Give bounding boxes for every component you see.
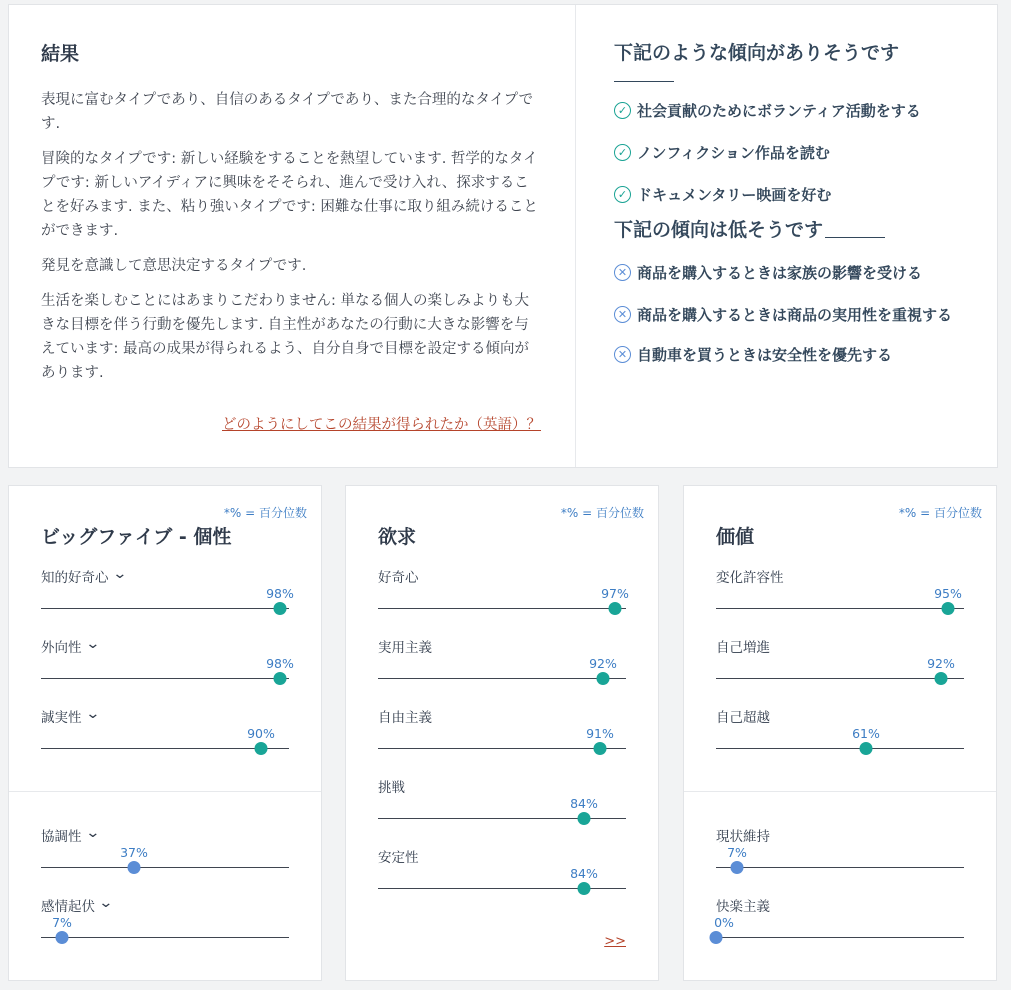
trait-percentile: 7% (727, 845, 747, 860)
chevron-down-icon[interactable]: ⌄ (84, 636, 100, 652)
check-circle-icon: ✓ (614, 186, 631, 203)
x-circle-icon: ✕ (614, 306, 631, 323)
results-paragraph: 表現に富むタイプであり、自信のあるタイプであり、また合理的なタイプです. (41, 92, 534, 132)
chevron-down-icon[interactable]: ⌄ (111, 566, 127, 582)
trait-track (41, 937, 289, 938)
trait-marker (578, 882, 591, 895)
trait-marker (274, 602, 287, 615)
trait-row (716, 895, 964, 955)
trait-marker (710, 931, 723, 944)
trait-track (716, 867, 964, 868)
tendencies-panel (576, 5, 997, 467)
trait-label[interactable] (41, 706, 98, 726)
trait-row (378, 566, 629, 626)
percentile-note: *% = 百分位数 (898, 506, 982, 520)
title-underline (614, 81, 674, 82)
unlikely-item-label: 自動車を買うときは安全性を優先する (637, 346, 893, 364)
results-panel (9, 5, 576, 467)
unlikely-tendencies-title (614, 216, 973, 244)
trait-percentile: 92% (589, 656, 617, 671)
trait-percentile: 91% (586, 726, 614, 741)
unlikely-item-label: 商品を購入するときは商品の実用性を重視する (637, 306, 953, 324)
trait-track (41, 608, 289, 609)
trait-marker (255, 742, 268, 755)
trait-row (716, 706, 964, 766)
trait-percentile: 7% (52, 915, 72, 930)
trait-label-text: 変化許容性 (716, 570, 784, 586)
trait-label[interactable] (41, 636, 98, 656)
trait-label-text: 協調性 (41, 829, 82, 845)
trait-row (41, 566, 294, 626)
needs-card (345, 485, 659, 981)
trait-row (716, 636, 964, 696)
x-circle-icon: ✕ (614, 264, 631, 281)
trait-row (378, 846, 626, 906)
trait-percentile: 84% (570, 796, 598, 811)
unlikely-item-label: 商品を購入するときは家族の影響を受ける (637, 264, 923, 282)
trait-marker (128, 861, 141, 874)
likely-item-label: ノンフィクション作品を読む (637, 144, 830, 162)
trait-row (41, 636, 294, 696)
unlikely-item (614, 302, 973, 328)
values-title: 価値 (716, 526, 755, 548)
trait-row (378, 776, 626, 836)
likely-item (614, 140, 973, 166)
trait-label-text: 快楽主義 (716, 899, 770, 915)
trait-percentile: 98% (266, 586, 294, 601)
trait-label (378, 636, 432, 656)
unlikely-title-text: 下記の傾向は低そうです (614, 219, 824, 241)
trait-label (378, 706, 432, 726)
trait-percentile: 95% (934, 586, 962, 601)
trait-label-text: 外向性 (41, 640, 82, 656)
trait-label (378, 776, 405, 796)
likely-tendencies-title: 下記のような傾向がありそうです (614, 42, 900, 64)
trait-row (41, 895, 289, 955)
trait-label (716, 895, 770, 915)
check-circle-icon: ✓ (614, 102, 631, 119)
trait-track (41, 678, 289, 679)
trait-label-text: 現状維持 (716, 829, 770, 845)
unlikely-item (614, 342, 973, 368)
trait-label[interactable] (41, 825, 98, 845)
likely-item (614, 98, 973, 124)
chevron-down-icon[interactable]: ⌄ (98, 895, 114, 911)
trait-row (41, 706, 289, 766)
trait-marker (731, 861, 744, 874)
check-circle-icon: ✓ (614, 144, 631, 161)
likely-item (614, 182, 973, 208)
trait-marker (578, 812, 591, 825)
trait-track (378, 608, 626, 609)
trait-marker (274, 672, 287, 685)
trait-marker (942, 602, 955, 615)
trait-label-text: 安定性 (378, 850, 419, 866)
trait-marker (609, 602, 622, 615)
trait-label-text: 自己増進 (716, 640, 770, 656)
big-five-card (8, 485, 322, 981)
trait-label[interactable] (41, 895, 112, 915)
trait-percentile: 37% (120, 845, 148, 860)
trait-marker (597, 672, 610, 685)
more-needs-link[interactable]: >> (604, 934, 626, 949)
trait-label (378, 846, 419, 866)
results-title: 結果 (41, 43, 80, 65)
values-card (683, 485, 997, 981)
title-underline (825, 237, 885, 238)
results-paragraph: 生活を楽しむことにはあまりこだわりません: 単なる個人の楽しみよりも大きな目標を伴う行動を優先します. 自主性があなたの行動に大きな影響を与えています: 最高の成果が得られるよう、自分自身で目標を設定する傾向があります. (41, 293, 529, 381)
trait-track (716, 608, 964, 609)
trait-track (41, 867, 289, 868)
trait-marker (935, 672, 948, 685)
trait-label-text: 知的好奇心 (41, 570, 109, 586)
trait-label-text: 実用主義 (378, 640, 432, 656)
trait-label (378, 566, 419, 586)
trait-label-text: 誠実性 (41, 710, 82, 726)
results-paragraph: 冒険的なタイプです: 新しい経験をすることを熱望しています. 哲学的なタイプです: 新しいアイディアに興味をそそられ、進んで受け入れ、探求することを好みます. また、粘り強いタイプです: 困難な仕事に取り組み続けることができます. (41, 151, 538, 239)
trait-percentile: 97% (601, 586, 629, 601)
trait-label (716, 566, 784, 586)
trait-percentile: 98% (266, 656, 294, 671)
trait-track (716, 937, 964, 938)
trait-label-text: 好奇心 (378, 570, 419, 586)
trait-label (716, 706, 770, 726)
trait-percentile: 90% (247, 726, 275, 741)
trait-row (378, 636, 626, 696)
trait-track (716, 678, 964, 679)
how-results-link[interactable]: どのようにしてこの結果が得られたか（英語）？ (222, 417, 541, 433)
trait-track (41, 748, 289, 749)
results-card (8, 4, 998, 468)
divider (684, 791, 996, 792)
trait-percentile: 84% (570, 866, 598, 881)
percentile-note: *% = 百分位数 (560, 506, 644, 520)
percentile-note: *% = 百分位数 (223, 506, 307, 520)
likely-item-label: 社会貢献のためにボランティア活動をする (637, 102, 921, 120)
big-five-title: ビッグファイブ - 個性 (41, 526, 232, 548)
chevron-down-icon[interactable]: ⌄ (84, 706, 100, 722)
trait-label-text: 挑戦 (378, 780, 405, 796)
chevron-down-icon[interactable]: ⌄ (84, 825, 100, 841)
trait-label-text: 自己超越 (716, 710, 770, 726)
divider (9, 791, 321, 792)
trait-marker (860, 742, 873, 755)
trait-track (378, 748, 626, 749)
trait-track (378, 678, 626, 679)
trait-row (41, 825, 289, 885)
trait-label[interactable] (41, 566, 125, 586)
trait-label-text: 自由主義 (378, 710, 432, 726)
trait-row (716, 825, 964, 885)
trait-row (378, 706, 626, 766)
results-paragraph: 発見を意識して意思決定するタイプです. (41, 258, 307, 274)
likely-item-label: ドキュメンタリー映画を好む (637, 186, 832, 204)
trait-percentile: 92% (927, 656, 955, 671)
trait-label-text: 感情起伏 (41, 899, 95, 915)
unlikely-item (614, 260, 973, 286)
trait-percentile: 61% (852, 726, 880, 741)
trait-marker (56, 931, 69, 944)
trait-label (716, 636, 770, 656)
trait-track (716, 748, 964, 749)
trait-row (716, 566, 964, 626)
needs-title: 欲求 (378, 526, 417, 548)
trait-marker (594, 742, 607, 755)
trait-percentile: 0% (714, 915, 734, 930)
x-circle-icon: ✕ (614, 346, 631, 363)
trait-label (716, 825, 770, 845)
